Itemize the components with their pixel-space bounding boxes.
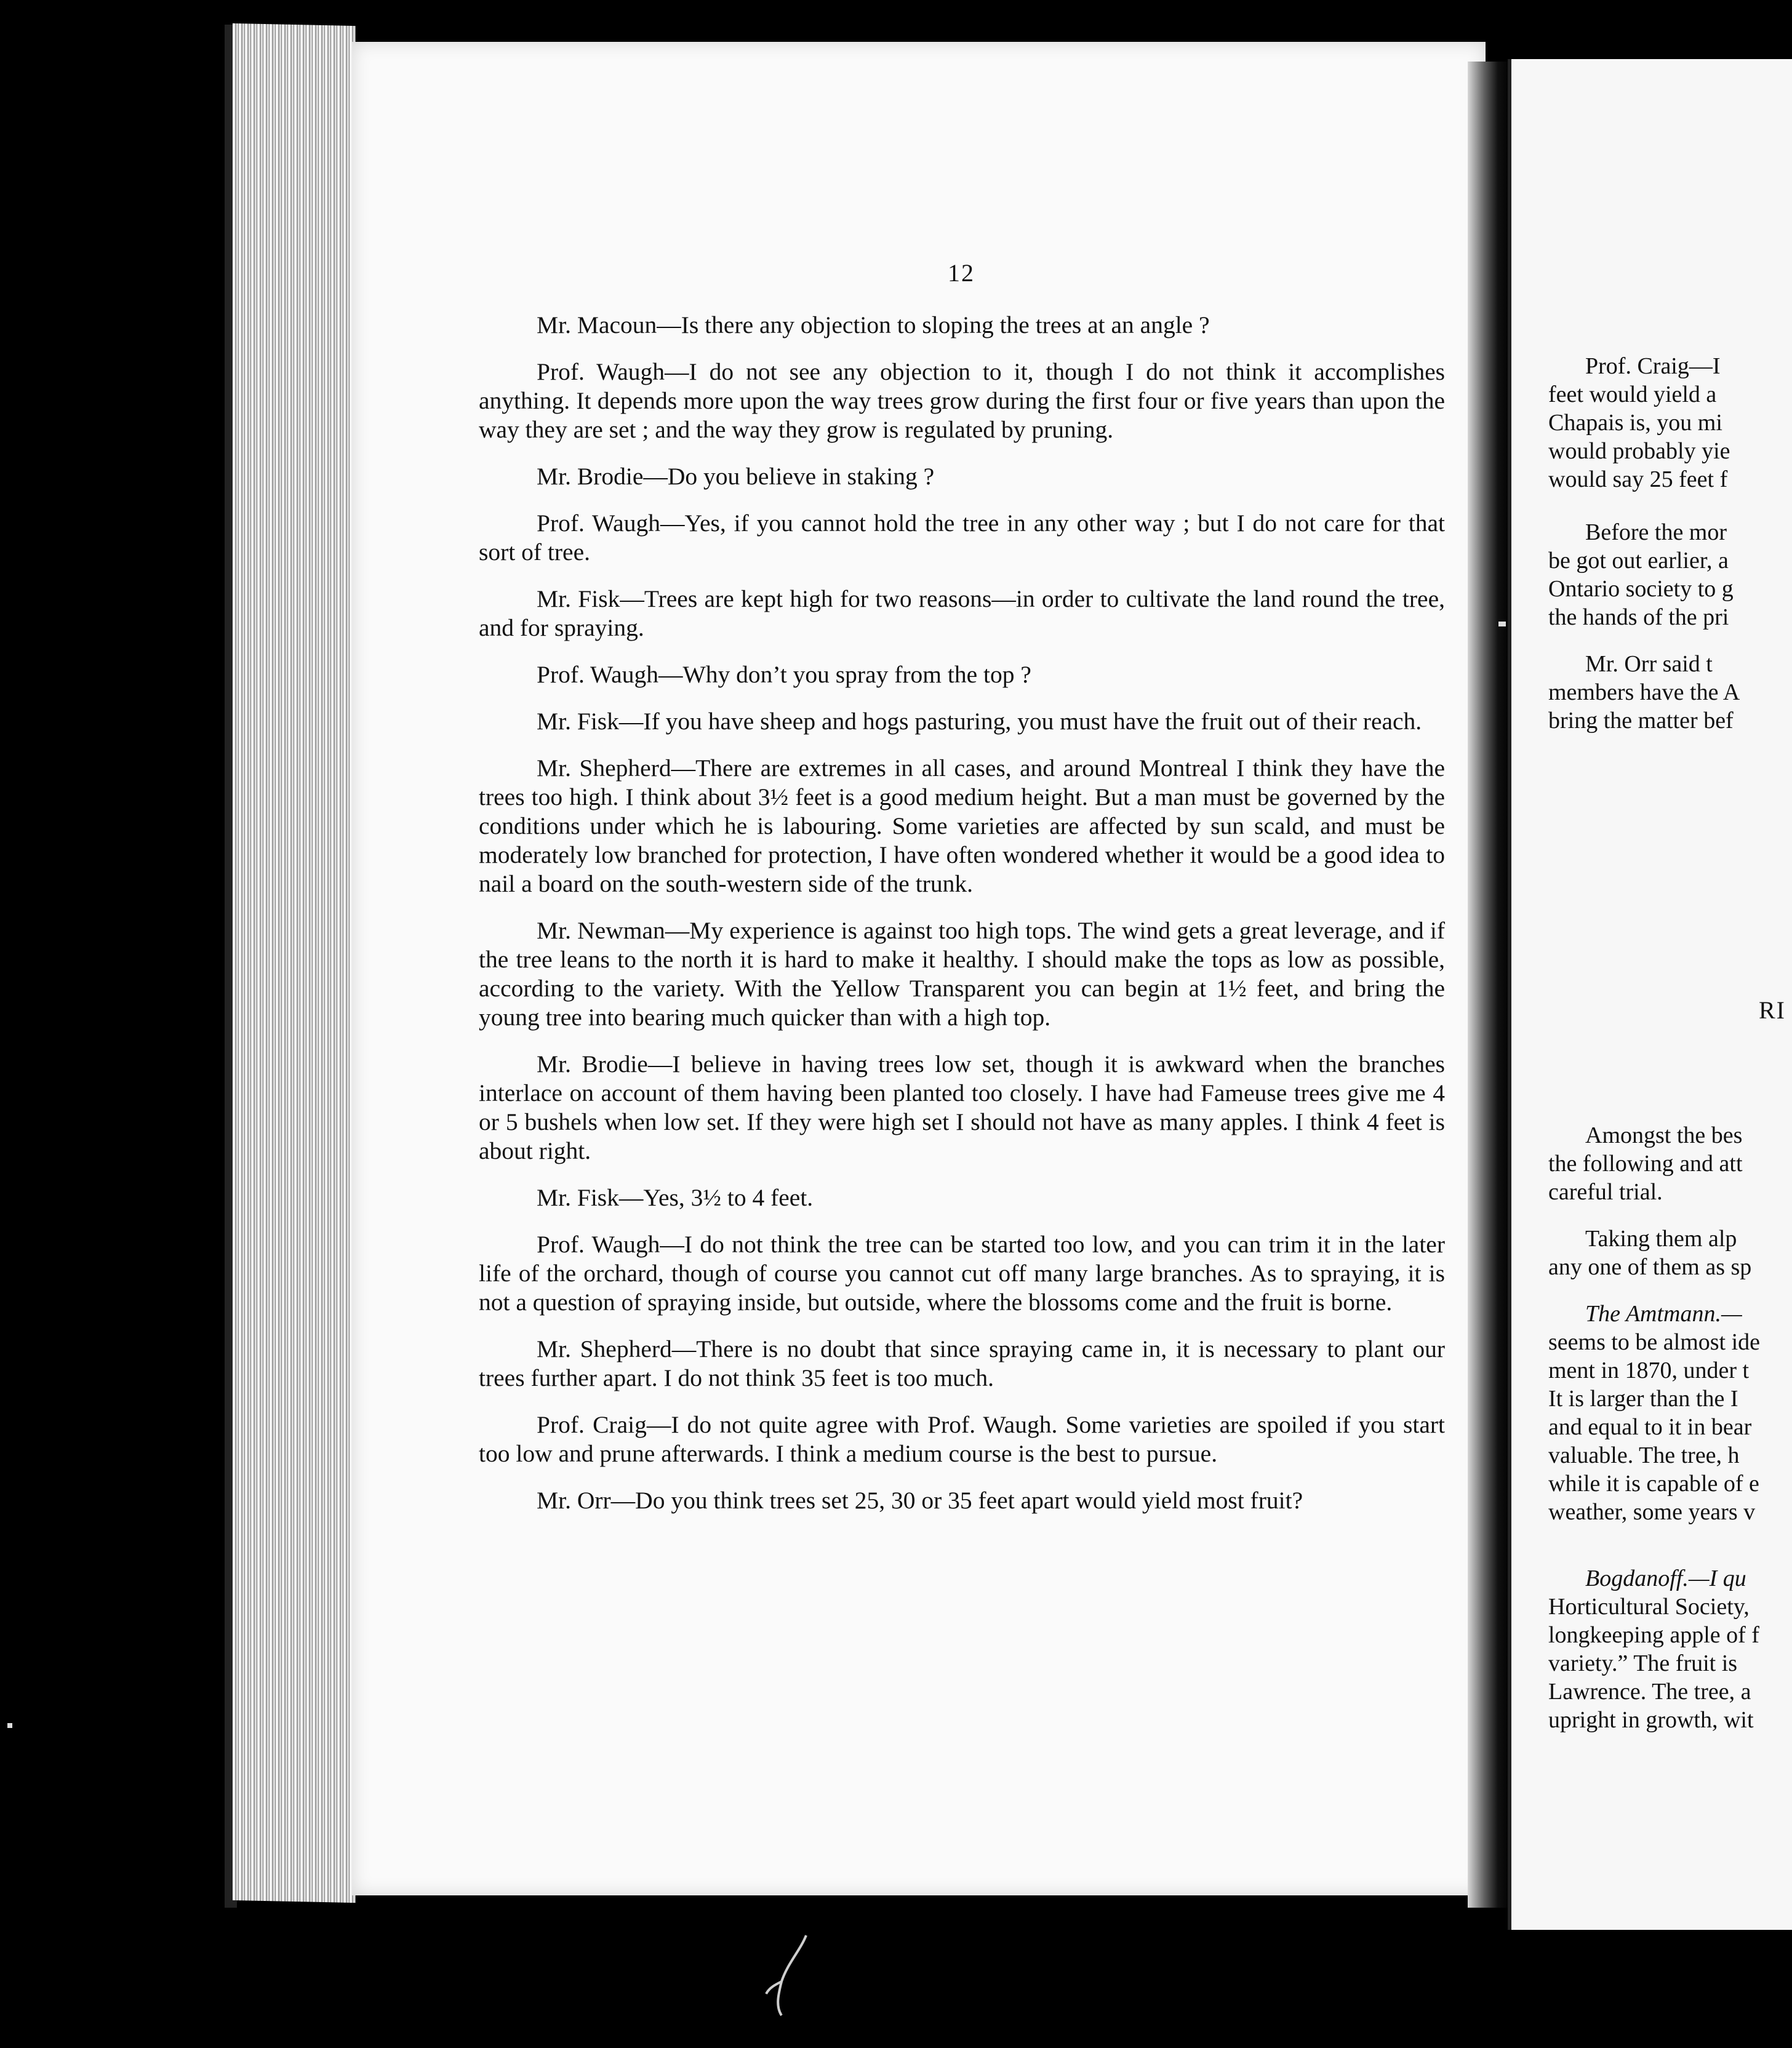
right-page-paragraph [1548, 1121, 1792, 1206]
text-line: Ontario society to g [1548, 576, 1734, 602]
text-line: longkeeping apple of f [1548, 1622, 1759, 1648]
scan-artifact-mark [763, 1932, 837, 2018]
section-heading: RI [1759, 996, 1786, 1024]
right-page-paragraph [1548, 352, 1792, 494]
text-line: Bogdanoff.—I qu [1585, 1566, 1746, 1591]
text-line: members have the A [1548, 679, 1740, 705]
text-line: Before the mor [1585, 519, 1727, 545]
text-line: upright in growth, wit [1548, 1707, 1754, 1733]
text-line: be got out earlier, a [1548, 548, 1729, 574]
text-line: the hands of the pri [1548, 604, 1729, 630]
scan-artifact-mark [1498, 622, 1506, 626]
text-line: Lawrence. The tree, a [1548, 1679, 1751, 1705]
paragraph: Prof. Craig—I do not quite agree with Prof. Waugh. Some varieties are spoiled if you start too low and prune afterwards. I think a medium course is the best to pursue. [479, 1411, 1445, 1467]
paragraph: Mr. Fisk—If you have sheep and hogs pasturing, you must have the fruit out of their reach. [537, 708, 1422, 735]
text-line: Prof. Craig—I [1585, 353, 1721, 379]
text-line: would say 25 feet f [1548, 466, 1728, 492]
text-line: valuable. The tree, h [1548, 1442, 1740, 1468]
text-line: weather, some years v [1548, 1499, 1756, 1525]
text-line: careful trial. [1548, 1179, 1663, 1205]
text-line: The Amtmann.— [1585, 1301, 1742, 1327]
paragraph: Prof. Waugh—Yes, if you cannot hold the tree in any other way ; but I do not care for that sort of tree. [479, 510, 1445, 566]
scan-artifact-mark [7, 1723, 12, 1728]
paragraph: Mr. Brodie—Do you believe in staking ? [537, 463, 935, 490]
right-page-paragraph [1548, 1564, 1792, 1734]
text-line: Chapais is, you mi [1548, 410, 1722, 436]
right-page-paragraph [1548, 518, 1792, 631]
text-line: any one of them as sp [1548, 1254, 1752, 1280]
paragraph: Mr. Orr—Do you think trees set 25, 30 or 35 feet apart would yield most fruit? [537, 1487, 1303, 1514]
right-page-paragraph [1548, 1225, 1792, 1281]
left-page-text [479, 311, 1445, 1533]
text-line: while it is capable of e [1548, 1471, 1759, 1497]
paragraph: Mr. Brodie—I believe in having trees low set, though it is awkward when the branches interlace on account of them having been planted too closely. I have had Fameuse trees give me 4 or 5 bushels when low set. If they were high set I should not have as many apples. I think 4 feet is about right. [479, 1050, 1445, 1164]
text-line: variety.” The fruit is [1548, 1650, 1738, 1676]
text-line: Taking them alp [1585, 1226, 1737, 1252]
paragraph: Mr. Shepherd—There is no doubt that since spraying came in, it is necessary to plant our trees further apart. I do not think 35 feet is too much. [479, 1335, 1445, 1391]
paragraph: Mr. Macoun—Is there any objection to sloping the trees at an angle ? [537, 311, 1210, 338]
paragraph: Mr. Newman—My experience is against too high tops. The wind gets a great leverage, and if the tree leans to the north it is hard to make it healthy. I should make the tops as low as possible, according to the variety. With the Yellow Transparent you can begin at 1½ feet, and bring the young tree into bearing much quicker than with a high top. [479, 917, 1445, 1031]
text-line: would probably yie [1548, 438, 1730, 464]
text-line: It is larger than the I [1548, 1386, 1738, 1412]
paragraph: Prof. Waugh—Why don’t you spray from the top ? [537, 661, 1031, 688]
book-gutter [1468, 62, 1511, 1908]
text-line: ment in 1870, under t [1548, 1358, 1750, 1383]
paragraph: Mr. Shepherd—There are extremes in all cases, and around Montreal I think they have the trees too high. I think about 3½ feet is a good medium height. But a man must be governed by the conditions under which he is labouring. Some varieties are affected by sun scald, and must be moderately low branched for protection, I have often wondered whether it would be a good idea to nail a board on the south-western side of the trunk. [479, 754, 1445, 897]
page-number: 12 [948, 259, 975, 287]
text-line: the following and att [1548, 1151, 1743, 1177]
text-line: Amongst the bes [1585, 1122, 1743, 1148]
right-page-paragraph [1548, 1300, 1792, 1526]
text-line: seems to be almost ide [1548, 1329, 1761, 1355]
text-line: feet would yield a [1548, 382, 1717, 407]
text-line: Mr. Orr said t [1585, 651, 1713, 677]
page-edges [233, 23, 356, 1903]
text-line: and equal to it in bear [1548, 1414, 1752, 1440]
paragraph: Mr. Fisk—Trees are kept high for two reasons—in order to cultivate the land round the tree, and for spraying. [479, 585, 1445, 641]
paragraph: Prof. Waugh—I do not see any objection to it, though I do not think it accomplishes anything. It depends more upon the way trees grow during the first four or five years than upon the way they are set ; and the way they grow is regulated by pruning. [479, 358, 1445, 443]
right-page-paragraph [1548, 650, 1792, 735]
paragraph: Mr. Fisk—Yes, 3½ to 4 feet. [537, 1184, 814, 1211]
paragraph: Prof. Waugh—I do not think the tree can be started too low, and you can trim it in the later life of the orchard, though of course you cannot cut off many large branches. As to spraying, it is not a question of spraying inside, but outside, where the blossoms come and the fruit is borne. [479, 1231, 1445, 1316]
text-line: bring the matter bef [1548, 708, 1734, 734]
text-line: Horticultural Society, [1548, 1594, 1750, 1620]
